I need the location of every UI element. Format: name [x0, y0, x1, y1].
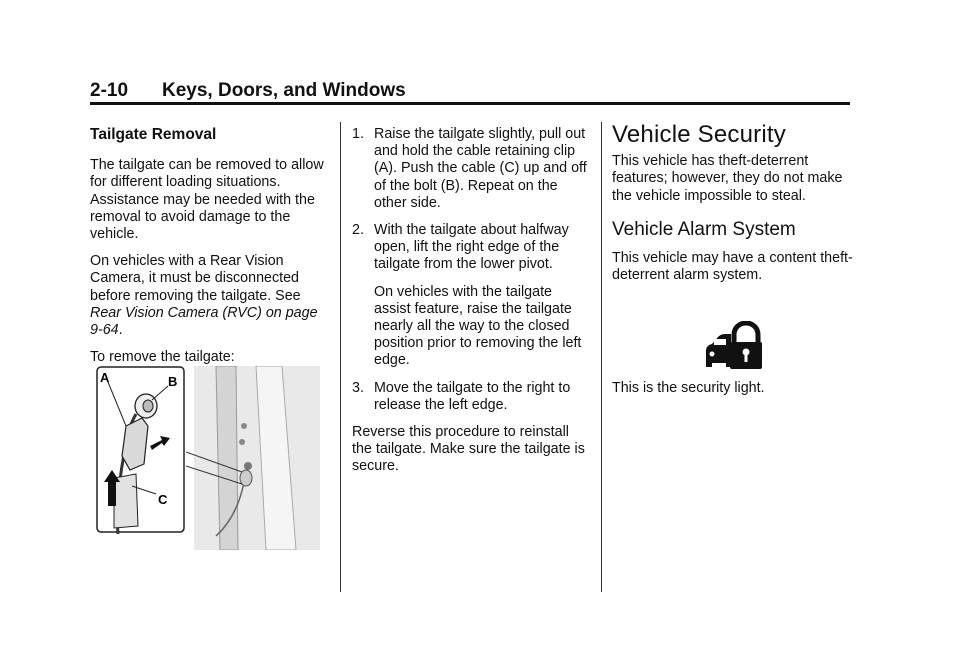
header-rule	[90, 102, 850, 105]
cross-reference-link[interactable]: Rear Vision Camera (RVC) on page 9-64	[90, 304, 318, 339]
paragraph-security-light: This is the security light.	[612, 380, 765, 397]
camera-text: On vehicles with a Rear Vision Camera, it must be disconnected before removing the tailgate. See	[90, 253, 301, 304]
column-divider-2	[601, 122, 602, 592]
paragraph-camera	[90, 253, 330, 339]
label-b: B	[168, 374, 178, 389]
label-c: C	[158, 492, 168, 507]
step-subtext: On vehicles with the tailgate assist feature, raise the tailgate nearly all the way to the closed position prior to removing the left edge.	[374, 283, 582, 369]
paragraph-alarm: This vehicle may have a content theft-deterrent alarm system.	[612, 250, 853, 284]
label-a: A	[100, 370, 110, 385]
step-item	[352, 126, 592, 212]
column-steps	[352, 126, 592, 486]
paragraph-to-remove: To remove the tailgate:	[90, 349, 235, 366]
section-heading-vehicle-security: Vehicle Security	[612, 121, 786, 148]
security-light-icon	[704, 321, 764, 371]
column-tailgate-removal	[90, 126, 330, 376]
paragraph-intro: The tailgate can be removed to allow for different loading situations. Assistance may be needed with the removal to avoid damage to the vehicle.	[90, 157, 324, 243]
step-number: 2.	[352, 222, 364, 239]
paragraph-reinstall: Reverse this procedure to reinstall the tailgate. Make sure the tailgate is secure.	[352, 424, 585, 475]
step-item	[352, 222, 592, 370]
step-number: 3.	[352, 379, 364, 396]
page-number: 2-10	[90, 80, 129, 101]
removal-steps-list	[352, 126, 592, 414]
tailgate-cable-detail-figure	[96, 366, 186, 534]
section-heading-alarm-system: Vehicle Alarm System	[612, 218, 796, 240]
step-text: Raise the tailgate slightly, pull out and hold the cable retaining clip (A). Push the cable (C) up and off of the bolt (B). Repeat on the other side.	[374, 126, 587, 211]
step-item	[352, 380, 592, 414]
camera-text-end: .	[118, 322, 123, 339]
paragraph-theft-deterrent: This vehicle has theft-deterrent features; however, they do not make the vehicle impossible to steal.	[612, 153, 843, 204]
column-divider-1	[340, 122, 341, 592]
tailgate-side-view-figure	[186, 366, 322, 550]
step-text: With the tailgate about halfway open, lift the right edge of the tailgate from the lower pivot.	[374, 222, 569, 273]
section-heading-tailgate-removal: Tailgate Removal	[90, 126, 217, 143]
step-number: 1.	[352, 126, 364, 142]
cable-housing	[114, 474, 138, 528]
chapter-title: Keys, Doors, and Windows	[162, 80, 406, 101]
step-text: Move the tailgate to the right to release the left edge.	[374, 379, 571, 413]
